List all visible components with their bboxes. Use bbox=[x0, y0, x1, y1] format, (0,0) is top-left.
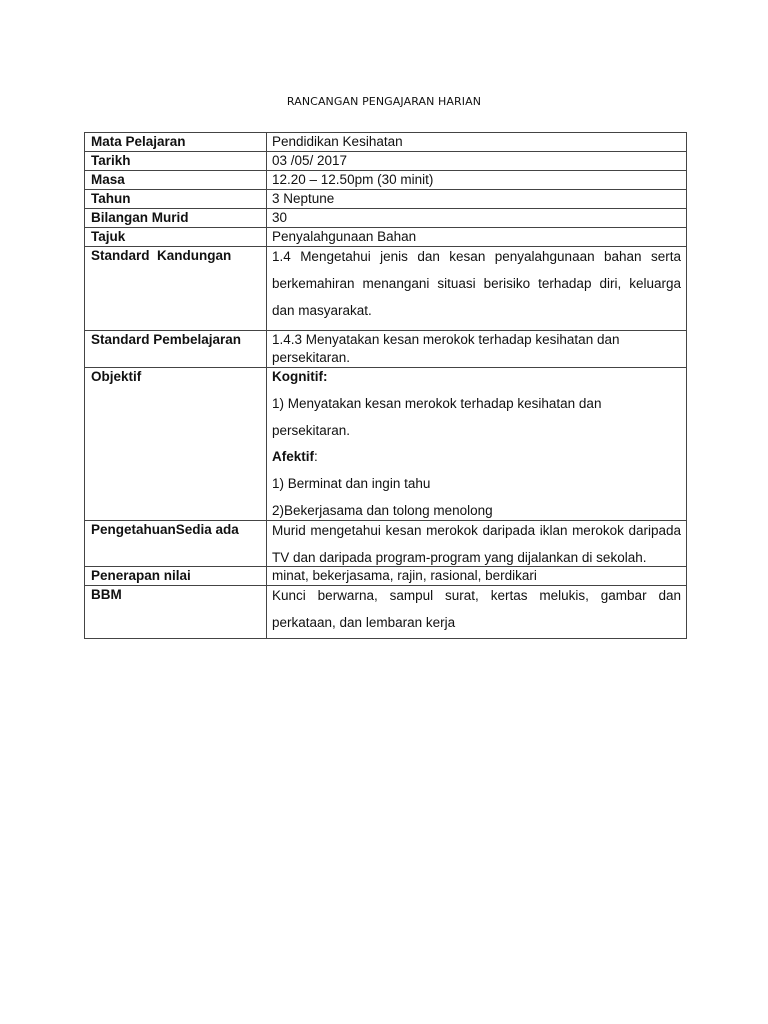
table-row-bbm bbox=[85, 586, 687, 639]
row-label: Mata Pelajaran bbox=[85, 133, 267, 152]
afektif-heading-line bbox=[272, 448, 681, 466]
lesson-plan-table bbox=[84, 132, 687, 639]
row-label: Tajuk bbox=[85, 228, 267, 247]
table-row-tarikh bbox=[85, 152, 687, 171]
table-row-standard-kandungan bbox=[85, 247, 687, 331]
table-row-tahun bbox=[85, 190, 687, 209]
row-label: Standard Kandungan bbox=[85, 247, 267, 331]
row-value: 12.20 – 12.50pm (30 minit) bbox=[267, 171, 687, 190]
afektif-heading: Afektif bbox=[272, 449, 315, 464]
row-value: 1.4.3 Menyatakan kesan merokok terhadap kesihatan dan persekitaran. bbox=[267, 331, 687, 368]
table-row-standard-pembelajaran bbox=[85, 331, 687, 368]
table-row-mata-pelajaran bbox=[85, 133, 687, 152]
row-value bbox=[267, 247, 687, 331]
standard-kandungan-text: 1.4 Mengetahui jenis dan kesan penyalahgunaan bahan serta berkemahiran menangani situasi berisiko terhadap diri, keluarga dan masyarakat. bbox=[272, 249, 681, 318]
row-value: Pendidikan Kesihatan bbox=[267, 133, 687, 152]
row-value: 30 bbox=[267, 209, 687, 228]
row-value: minat, bekerjasama, rajin, rasional, berdikari bbox=[267, 567, 687, 586]
row-value: Penyalahgunaan Bahan bbox=[267, 228, 687, 247]
row-label: Tarikh bbox=[85, 152, 267, 171]
table-row-bilangan-murid bbox=[85, 209, 687, 228]
row-value: 03 /05/ 2017 bbox=[267, 152, 687, 171]
row-value: 3 Neptune bbox=[267, 190, 687, 209]
row-value bbox=[267, 368, 687, 521]
page-title: RANCANGAN PENGAJARAN HARIAN bbox=[286, 95, 482, 108]
kognitif-item: 1) Menyatakan kesan merokok terhadap kesihatan dan persekitaran. bbox=[272, 396, 602, 438]
row-label: Standard Pembelajaran bbox=[85, 331, 267, 368]
row-label: Bilangan Murid bbox=[85, 209, 267, 228]
afektif-item-2: 2)Bekerjasama dan tolong menolong bbox=[272, 503, 493, 518]
row-label: PengetahuanSedia ada bbox=[85, 521, 267, 567]
row-value bbox=[267, 521, 687, 567]
table-row-pengetahuan-sedia-ada bbox=[85, 521, 687, 567]
row-value bbox=[267, 586, 687, 639]
afektif-item-1: 1) Berminat dan ingin tahu bbox=[272, 476, 431, 491]
row-label: Objektif bbox=[85, 368, 267, 521]
row-label: BBM bbox=[85, 586, 267, 639]
table-row-objektif bbox=[85, 368, 687, 521]
row-label: Masa bbox=[85, 171, 267, 190]
pengetahuan-text: Murid mengetahui kesan merokok daripada iklan merokok daripada TV dan daripada program-program yang dijalankan di sekolah. bbox=[272, 523, 681, 565]
row-label: Tahun bbox=[85, 190, 267, 209]
kognitif-heading: Kognitif: bbox=[272, 369, 328, 384]
table-row-masa bbox=[85, 171, 687, 190]
afektif-colon: : bbox=[314, 449, 318, 464]
bbm-text: Kunci berwarna, sampul surat, kertas melukis, gambar dan perkataan, dan lembaran kerja bbox=[272, 588, 681, 630]
row-label: Penerapan nilai bbox=[85, 567, 267, 586]
